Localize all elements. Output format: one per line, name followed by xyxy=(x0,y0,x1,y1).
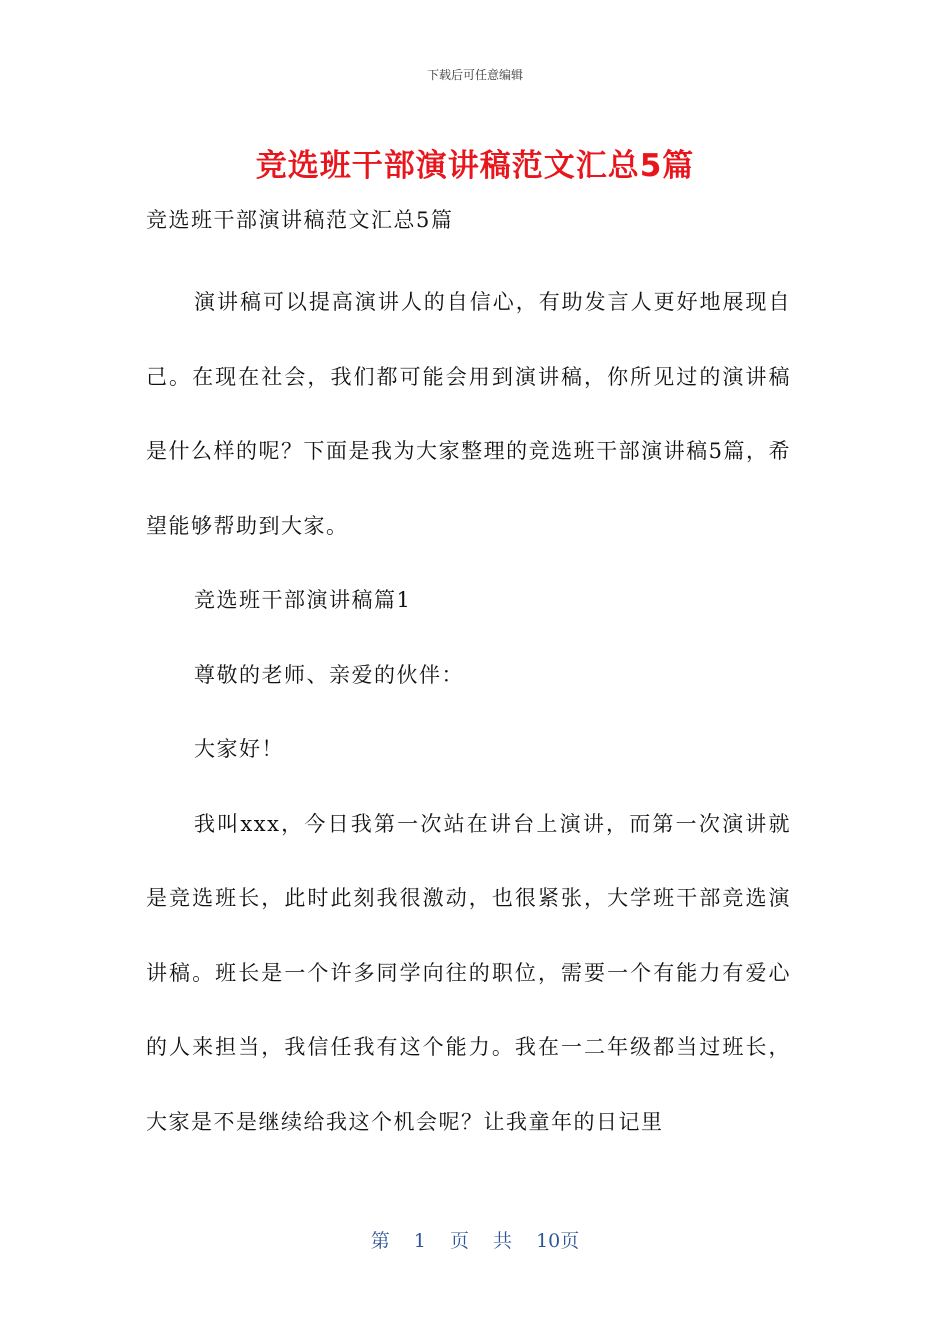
paragraph-speech: 我叫xxx，今日我第一次站在讲台上演讲，而第一次演讲就是竞选班长，此时此刻我很激动，也很紧张，大学班干部竞选演讲稿。班长是一个许多同学向往的职位，需要一个有能力有爱心的人来担当，我信任我有这个能力。我在一二年级都当过班长，大家是不是继续给我这个机会呢？让我童年的日记里 xyxy=(146,811,791,1134)
document-subtitle: 竞选班干部演讲稿范文汇总5篇 xyxy=(146,208,454,232)
footer-page-label: 页 xyxy=(449,1230,469,1252)
paragraph-salutation: 尊敬的老师、亲爱的伙伴： xyxy=(194,662,464,687)
paragraph-greeting: 大家好！ xyxy=(194,737,284,761)
paragraph-intro: 演讲稿可以提高演讲人的自信心，有助发言人更好地展现自己。在现在社会，我们都可能会用到演讲稿，你所见过的演讲稿是什么样的呢？下面是我为大家整理的竞选班干部演讲稿5篇，希望能够帮助到大家。 xyxy=(146,290,791,538)
document-body xyxy=(146,198,791,1159)
footer-total-label: 共 xyxy=(493,1230,513,1252)
page-header: 下载后可任意编辑 xyxy=(426,68,523,82)
footer-prefix: 第 xyxy=(370,1230,390,1252)
section-heading: 竞选班干部演讲稿篇1 xyxy=(194,588,412,612)
document-title: 竞选班干部演讲稿范文汇总5篇 xyxy=(255,148,695,184)
footer-current-page: 1 xyxy=(413,1230,426,1252)
page-footer xyxy=(0,1226,950,1253)
footer-total-pages: 10页 xyxy=(536,1230,580,1252)
